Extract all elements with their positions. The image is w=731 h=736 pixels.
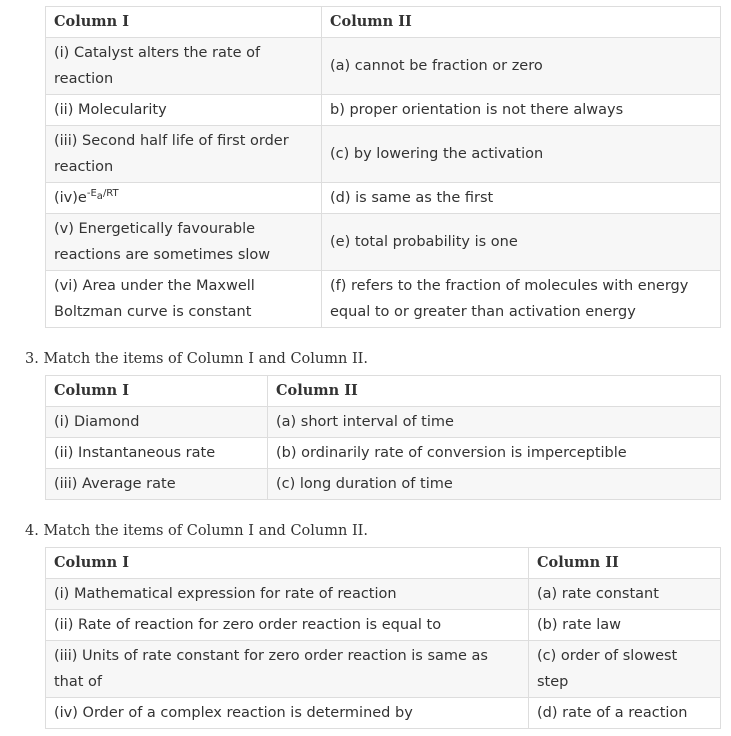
table-cell [46, 183, 322, 214]
column-header: Column II [268, 376, 721, 407]
table-cell: (d) is same as the first [322, 183, 721, 214]
table-cell: (c) order of slowest step [529, 641, 721, 698]
match-table-1 [45, 6, 721, 328]
table-cell: (vi) Area under the Maxwell Boltzman curve is constant [46, 271, 322, 328]
table-cell: (d) rate of a reaction [529, 698, 721, 729]
table-cell: (a) short interval of time [268, 407, 721, 438]
table-cell: (iii) Units of rate constant for zero order reaction is same as that of [46, 641, 529, 698]
table-cell: (b) ordinarily rate of conversion is imperceptible [268, 438, 721, 469]
table-cell: (i) Catalyst alters the rate of reaction [46, 38, 322, 95]
question-3-heading: 3. Match the items of Column I and Column II. [25, 351, 369, 367]
column-header: Column I [46, 548, 529, 579]
table-cell: (ii) Rate of reaction for zero order reaction is equal to [46, 610, 529, 641]
table-cell: (c) long duration of time [268, 469, 721, 500]
table-cell: (f) refers to the fraction of molecules with energy equal to or greater than activation energy [322, 271, 721, 328]
table-cell: (a) rate constant [529, 579, 721, 610]
table-cell: (ii) Instantaneous rate [46, 438, 268, 469]
table-cell: (i) Mathematical expression for rate of reaction [46, 579, 529, 610]
table-cell: (iii) Average rate [46, 469, 268, 500]
table-cell: (a) cannot be fraction or zero [322, 38, 721, 95]
column-header: Column I [46, 7, 322, 38]
column-header: Column I [46, 376, 268, 407]
table-cell: (e) total probability is one [322, 214, 721, 271]
formula-exponent: -Ea/RT [86, 188, 119, 202]
column-header: Column II [529, 548, 721, 579]
column-header: Column II [322, 7, 721, 38]
question-4-heading: 4. Match the items of Column I and Column II. [25, 523, 369, 539]
table-cell: (c) by lowering the activation [322, 126, 721, 183]
table-cell: (iii) Second half life of first order reaction [46, 126, 322, 183]
formula-base: (iv)e [54, 190, 87, 206]
match-table-4 [45, 547, 721, 729]
table-cell: (b) rate law [529, 610, 721, 641]
table-cell: (i) Diamond [46, 407, 268, 438]
table-cell: (ii) Molecularity [46, 95, 322, 126]
table-cell: (v) Energetically favourable reactions are sometimes slow [46, 214, 322, 271]
match-table-3 [45, 375, 721, 500]
table-cell: b) proper orientation is not there always [322, 95, 721, 126]
table-cell: (iv) Order of a complex reaction is determined by [46, 698, 529, 729]
